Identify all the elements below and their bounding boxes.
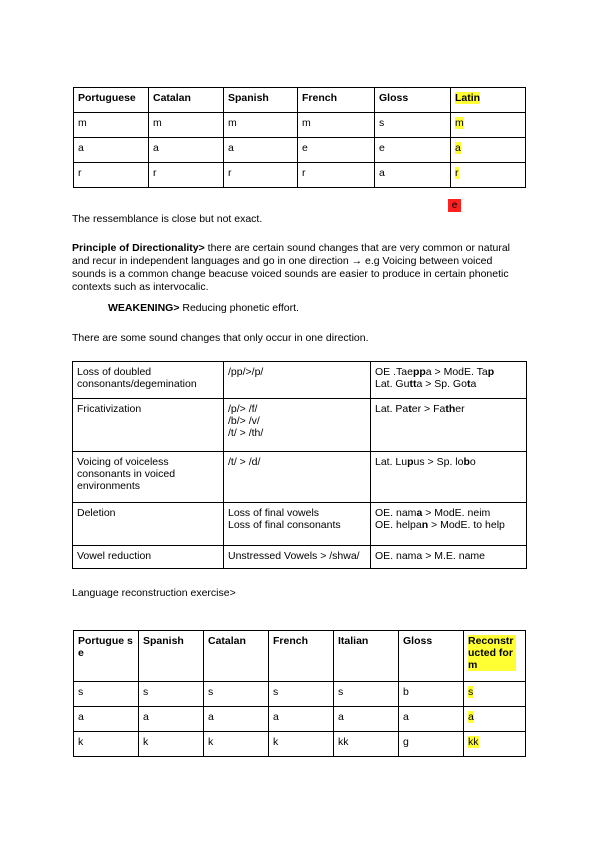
- example-segment: Lat. Gu: [375, 378, 410, 390]
- highlighted-text: a: [468, 711, 474, 723]
- rule-cell: /t/ > /d/: [224, 452, 371, 503]
- header-cell: [464, 631, 526, 682]
- example-segment: a: [416, 507, 423, 519]
- rule-line: /b/> /v/: [228, 415, 260, 427]
- table-cell: k: [139, 732, 204, 757]
- header-cell-latin: [451, 88, 526, 113]
- change-name-cell: Vowel reduction: [73, 546, 224, 569]
- table-row: [73, 503, 527, 546]
- example-line: [375, 366, 522, 378]
- table-row: [74, 163, 526, 188]
- example-segment: n: [421, 519, 429, 531]
- highlighted-text: Latin: [455, 92, 481, 104]
- highlighted-text: a: [455, 142, 461, 154]
- rule-line: /t/ > /th/: [228, 427, 264, 439]
- header-cell: Gloss: [375, 88, 451, 113]
- table-cell: r: [74, 163, 149, 188]
- example-segment: OE .Tae: [375, 366, 413, 378]
- example-segment: t: [408, 403, 412, 415]
- table-cell: a: [399, 707, 464, 732]
- highlighted-text: kk: [468, 736, 479, 748]
- paragraph: Language reconstruction exercise>: [72, 587, 236, 599]
- highlighted-text: Reconstr ucted form: [468, 635, 516, 671]
- table-cell: s: [204, 682, 269, 707]
- table-row: [74, 732, 526, 757]
- rule-cell: [224, 503, 371, 546]
- table-cell: s: [334, 682, 399, 707]
- principle-body: there are certain sound changes that are very common or natural and recur in independent languages and go in one direction → e.g Voicing between voiced sounds is a common change beacuse voiced sounds are easier to produce in certain phonetic contexts such as intervocalic.: [72, 242, 510, 293]
- example-line: [375, 378, 522, 390]
- table-cell: a: [269, 707, 334, 732]
- principle-title: Principle of Directionality>: [72, 242, 205, 254]
- highlighted-text: r: [455, 167, 459, 179]
- example-segment: b: [463, 456, 470, 468]
- example-segment: > ModE. neim: [422, 507, 491, 519]
- table-header-row: [74, 631, 526, 682]
- table-cell: k: [204, 732, 269, 757]
- example-segment: p: [407, 456, 414, 468]
- table-cell: [464, 707, 526, 732]
- table-row: [74, 682, 526, 707]
- table-row: [74, 113, 526, 138]
- weakening-paragraph: [108, 302, 528, 315]
- table-cell: e: [298, 138, 375, 163]
- rule-line: /p/> /f/: [228, 403, 258, 415]
- table-row: [73, 452, 527, 503]
- table-cell: [464, 732, 526, 757]
- table-cell: r: [149, 163, 224, 188]
- table-cell: e: [375, 138, 451, 163]
- example-segment: > ModE. to help: [428, 519, 505, 531]
- table-cell: s: [375, 113, 451, 138]
- highlighted-text: m: [455, 117, 464, 129]
- header-cell: Spanish: [224, 88, 298, 113]
- header-cell: Gloss: [399, 631, 464, 682]
- table-cell: a: [139, 707, 204, 732]
- table-cell: a: [74, 707, 139, 732]
- sound-change-table: [72, 361, 527, 569]
- example-segment: a > ModE. Ta: [425, 366, 488, 378]
- table-cell: [464, 682, 526, 707]
- header-cell: French: [298, 88, 375, 113]
- example-cell: [371, 503, 527, 546]
- example-line: [375, 403, 522, 415]
- table-cell: a: [149, 138, 224, 163]
- example-segment: er > Fa: [411, 403, 446, 415]
- example-segment: p: [487, 366, 495, 378]
- example-segment: tt: [409, 378, 417, 390]
- example-cell: [371, 362, 527, 399]
- change-name-cell: Voicing of voiceless consonants in voiced environments: [73, 452, 224, 503]
- header-cell: Italian: [334, 631, 399, 682]
- table-cell: g: [399, 732, 464, 757]
- table-cell: kk: [334, 732, 399, 757]
- table-cell: k: [269, 732, 334, 757]
- table-cell: a: [224, 138, 298, 163]
- table-cell: m: [298, 113, 375, 138]
- example-cell: [371, 399, 527, 452]
- table-row: [73, 546, 527, 569]
- table-cell: s: [269, 682, 334, 707]
- table-cell: r: [298, 163, 375, 188]
- change-name-cell: Fricativization: [73, 399, 224, 452]
- example-segment: pp: [412, 366, 426, 378]
- red-highlight-mark: e: [448, 199, 461, 212]
- table-cell: [451, 138, 526, 163]
- rule-line: Loss of final consonants: [228, 519, 341, 531]
- table-cell: a: [204, 707, 269, 732]
- header-cell: French: [269, 631, 334, 682]
- example-line: [375, 519, 522, 531]
- example-segment: us > Sp. lo: [413, 456, 464, 468]
- table-cell: k: [74, 732, 139, 757]
- example-cell: [371, 452, 527, 503]
- header-cell: Spanish: [139, 631, 204, 682]
- example-segment: OE. helpa: [375, 519, 422, 531]
- header-cell: Catalan: [204, 631, 269, 682]
- example-segment: OE. nama > M.E. name: [375, 550, 486, 562]
- weakening-body: Reducing phonetic effort.: [179, 302, 299, 314]
- example-cell: [371, 546, 527, 569]
- example-segment: Lat. Lu: [375, 456, 408, 468]
- table-cell: r: [224, 163, 298, 188]
- change-name-cell: Deletion: [73, 503, 224, 546]
- table-cell: a: [375, 163, 451, 188]
- cognate-table: [73, 87, 526, 188]
- header-cell: Portugue se: [74, 631, 139, 682]
- table-row: [74, 138, 526, 163]
- table-cell: a: [334, 707, 399, 732]
- rule-line: Loss of final vowels: [228, 507, 320, 519]
- example-line: [375, 550, 522, 562]
- table-row: [73, 399, 527, 452]
- table-cell: s: [74, 682, 139, 707]
- rule-cell: /pp/>/p/: [224, 362, 371, 399]
- paragraph: There are some sound changes that only occur in one direction.: [72, 332, 369, 344]
- principle-paragraph: [72, 242, 528, 294]
- table-cell: m: [149, 113, 224, 138]
- table-cell: m: [74, 113, 149, 138]
- example-segment: OE. nam: [375, 507, 417, 519]
- table-cell: b: [399, 682, 464, 707]
- table-cell: [451, 163, 526, 188]
- example-line: [375, 456, 522, 468]
- example-segment: o: [469, 456, 476, 468]
- highlighted-text: s: [468, 686, 474, 698]
- header-cell: Portuguese: [74, 88, 149, 113]
- table-cell: a: [74, 138, 149, 163]
- example-segment: a: [470, 378, 477, 390]
- weakening-title: WEAKENING>: [108, 302, 180, 314]
- reconstruction-table: [73, 630, 526, 757]
- example-line: [375, 507, 522, 519]
- header-cell: Catalan: [149, 88, 224, 113]
- table-cell: s: [139, 682, 204, 707]
- change-name-cell: Loss of doubled consonants/degemination: [73, 362, 224, 399]
- table-header-row: [74, 88, 526, 113]
- example-segment: er: [455, 403, 465, 415]
- table-row: [73, 362, 527, 399]
- table-cell: m: [224, 113, 298, 138]
- paragraph: The ressemblance is close but not exact.: [72, 213, 263, 225]
- table-cell: [451, 113, 526, 138]
- table-row: [74, 707, 526, 732]
- rule-cell: Unstressed Vowels > /shwa/: [224, 546, 371, 569]
- example-segment: Lat. Pa: [375, 403, 409, 415]
- example-segment: th: [445, 403, 456, 415]
- example-segment: t: [466, 378, 471, 390]
- example-segment: a > Sp. Go: [416, 378, 467, 390]
- rule-cell: [224, 399, 371, 452]
